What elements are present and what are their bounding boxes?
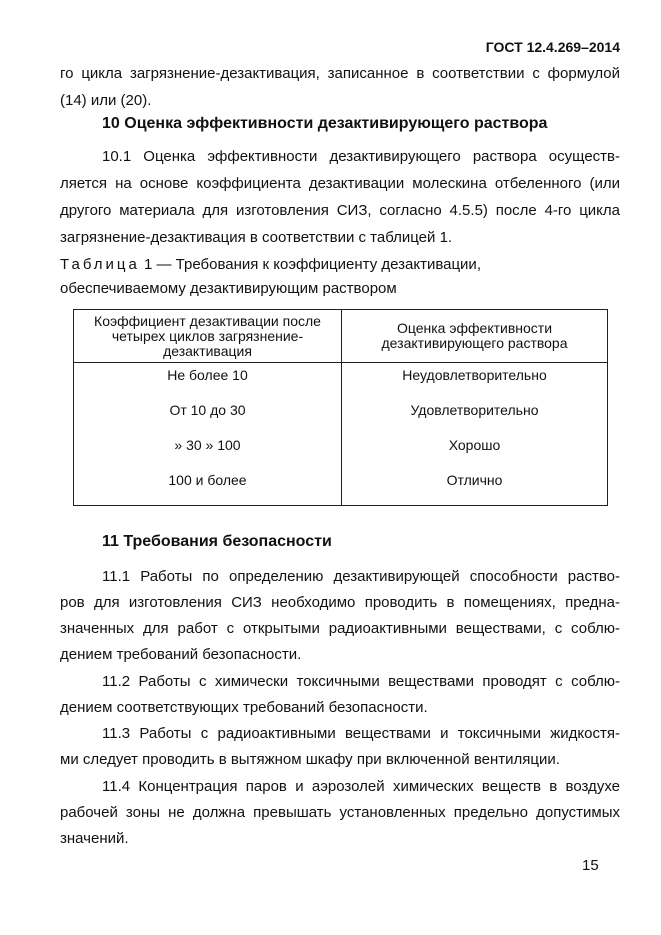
- coef-value: 100 и более: [168, 472, 247, 488]
- page-number: 15: [582, 857, 599, 874]
- table-cell-grade: [342, 363, 608, 506]
- s11-p1-line-3: значенных для работ с открытыми радиоактивными веществами, с соблю-: [60, 620, 620, 637]
- intro-line-1: го цикла загрязнение-дезактивация, записанное в соответствии с формулой: [60, 65, 620, 82]
- table-header-coefficient: Коэффициент дезактивации после четырех циклов загрязнение-дезактивация: [74, 310, 342, 363]
- table-row: [74, 363, 608, 506]
- s11-p4-line-2: рабочей зоны не должна превышать установленных предельно допустимых: [60, 804, 620, 821]
- s10-p1-line-2: ляется на основе коэффициента дезактивации молескина отбеленного (или: [60, 175, 620, 192]
- grade-value: Неудовлетворительно: [402, 367, 547, 383]
- s11-p4-line-1: 11.4 Концентрация паров и аэрозолей химических веществ в воздухе: [102, 778, 620, 795]
- grade-value: Хорошо: [448, 437, 501, 453]
- s11-p2-line-2: дением соответствующих требований безопасности.: [60, 699, 428, 716]
- s11-p4-line-3: значений.: [60, 830, 129, 847]
- s11-p1-line-4: дением требований безопасности.: [60, 646, 302, 663]
- table-caption-label: Таблица: [60, 256, 140, 273]
- table-header-grade: Оценка эффективности дезактивирующего раствора: [342, 310, 608, 363]
- grade-value: Отлично: [446, 472, 503, 488]
- document-id: ГОСТ 12.4.269–2014: [485, 39, 620, 55]
- table-cell-coefficient: [74, 363, 342, 506]
- s11-p2-line-1: 11.2 Работы с химически токсичными веществами проводят с соблю-: [102, 673, 620, 690]
- s11-p1-line-1: 11.1 Работы по определению дезактивирующей способности раство-: [102, 568, 620, 585]
- table-header-row: [74, 310, 608, 363]
- intro-line-2: (14) или (20).: [60, 92, 152, 109]
- s11-p3-line-1: 11.3 Работы с радиоактивными веществами и токсичными жидкостя-: [102, 725, 620, 742]
- decontamination-table: [73, 309, 608, 506]
- coef-value: » 30 » 100: [174, 437, 241, 453]
- section-11-heading: 11 Требования безопасности: [102, 533, 332, 550]
- table-caption: [60, 253, 620, 277]
- grade-value: Удовлетворительно: [410, 402, 539, 418]
- s11-p3-line-2: ми следует проводить в вытяжном шкафу при включенной вентиляции.: [60, 751, 560, 768]
- table-caption-title: 1 — Требования к коэффициенту дезактивации,: [139, 256, 481, 273]
- coef-value: От 10 до 30: [169, 402, 246, 418]
- coef-value: Не более 10: [167, 367, 248, 383]
- section-10-heading: 10 Оценка эффективности дезактивирующего раствора: [102, 115, 548, 132]
- s11-p1-line-2: ров для изготовления СИЗ необходимо проводить в помещениях, предна-: [60, 594, 620, 611]
- s10-p1-line-3: другого материала для изготовления СИЗ, согласно 4.5.5) после 4-го цикла: [60, 202, 620, 219]
- s10-p1-line-4: загрязнение-дезактивация в соответствии с таблицей 1.: [60, 229, 453, 246]
- table-caption-line-2: обеспечиваемому дезактивирующим раствором: [60, 280, 397, 297]
- s10-p1-line-1: 10.1 Оценка эффективности дезактивирующего раствора осуществ-: [102, 148, 620, 165]
